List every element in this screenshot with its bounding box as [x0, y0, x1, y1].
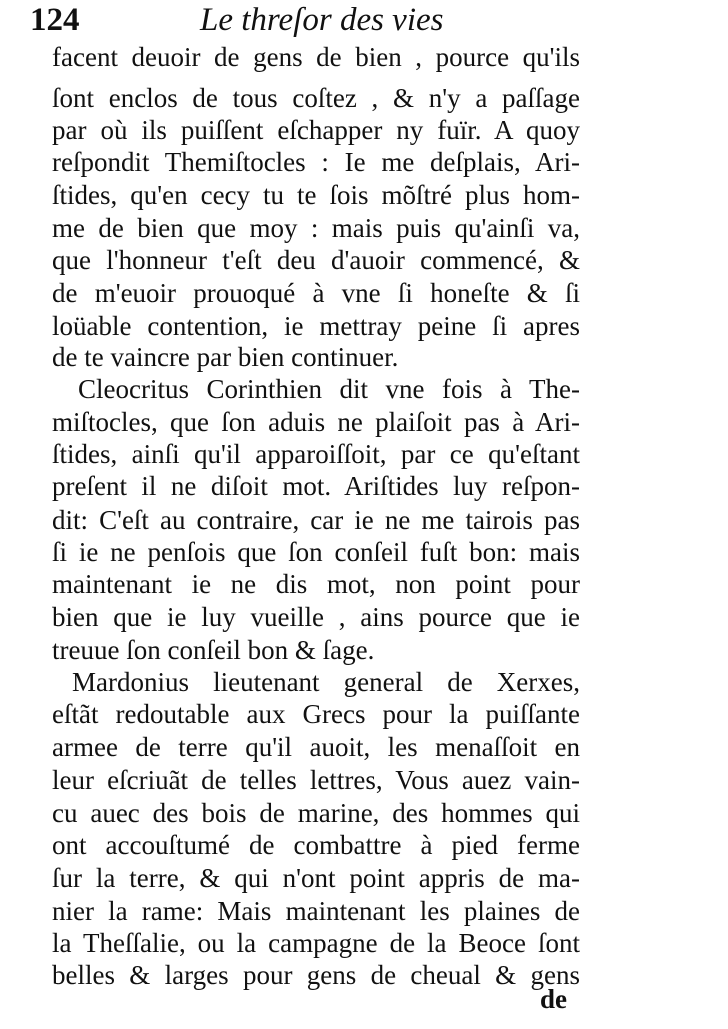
running-title: Le threſor des vies [200, 2, 444, 38]
text-line: miſtocles, que ſon aduis ne plaiſoit pas à Ari- [52, 407, 580, 437]
text-line: par où ils puiſſent eſchapper ny fuïr. A quoy [52, 115, 580, 145]
text-line: que l'honneur t'eſt deu d'auoir commencé, & [52, 245, 580, 275]
text-line: cu auec des bois de marine, des hommes qui [52, 798, 580, 828]
text-line: facent deuoir de gens de bien , pource qu'ils [52, 42, 580, 72]
catchword: de [540, 984, 567, 1014]
text-line: ſi ie ne penſois que ſon conſeil fuſt bon: mais [52, 537, 580, 567]
text-line: belles & larges pour gens de cheual & gens [52, 960, 580, 990]
text-line: Cleocritus Corinthien dit vne fois à The- [78, 374, 580, 404]
text-line: ſur la terre, & qui n'ont point appris de ma- [52, 863, 580, 893]
text-line: la Theſſalie, ou la campagne de la Beoce ſont [52, 928, 580, 958]
text-line: leur eſcriuãt de telles lettres, Vous auez vain- [52, 765, 580, 795]
text-line: de m'euoir prouoqué à vne ſi honeſte & ſi [52, 278, 580, 308]
text-line: Mardonius lieutenant general de Xerxes, [72, 667, 580, 697]
text-line: bien que ie luy vueille , ains pource que ie [52, 602, 580, 632]
text-line: ont accouſtumé de combattre à pied ferme [52, 830, 580, 860]
text-line: ſtides, qu'en cecy tu te ſois mõſtré plus hom- [52, 180, 580, 210]
text-line: me de bien que moy : mais puis qu'ainſi va, [52, 213, 580, 243]
text-line: de te vaincre par bien continuer. [52, 342, 399, 372]
text-line: ſtides, ainſi qu'il apparoiſſoit, par ce qu'eſtant [52, 439, 580, 469]
page-number: 124 [30, 2, 80, 38]
text-line: maintenant ie ne dis mot, non point pour [52, 569, 580, 599]
text-line: dit: C'eſt au contraire, car ie ne me tairois pas [52, 505, 580, 535]
text-line: preſent il ne diſoit mot. Ariſtides luy reſpon- [52, 471, 580, 501]
text-line: reſpondit Themiſtocles : Ie me deſplais, Ari- [52, 147, 580, 177]
running-header [30, 2, 590, 42]
text-line: armee de terre qu'il auoit, les menaſſoit en [52, 732, 580, 762]
text-line: eſtãt redoutable aux Grecs pour la puiſſante [52, 699, 580, 729]
text-line: loüable contention, ie mettray peine ſi apres [52, 311, 580, 341]
text-line: nier la rame: Mais maintenant les plaines de [52, 896, 580, 926]
text-line: treuue ſon conſeil bon & ſage. [52, 635, 375, 665]
text-line: ſont enclos de tous coſtez , & n'y a paſſage [52, 83, 580, 113]
